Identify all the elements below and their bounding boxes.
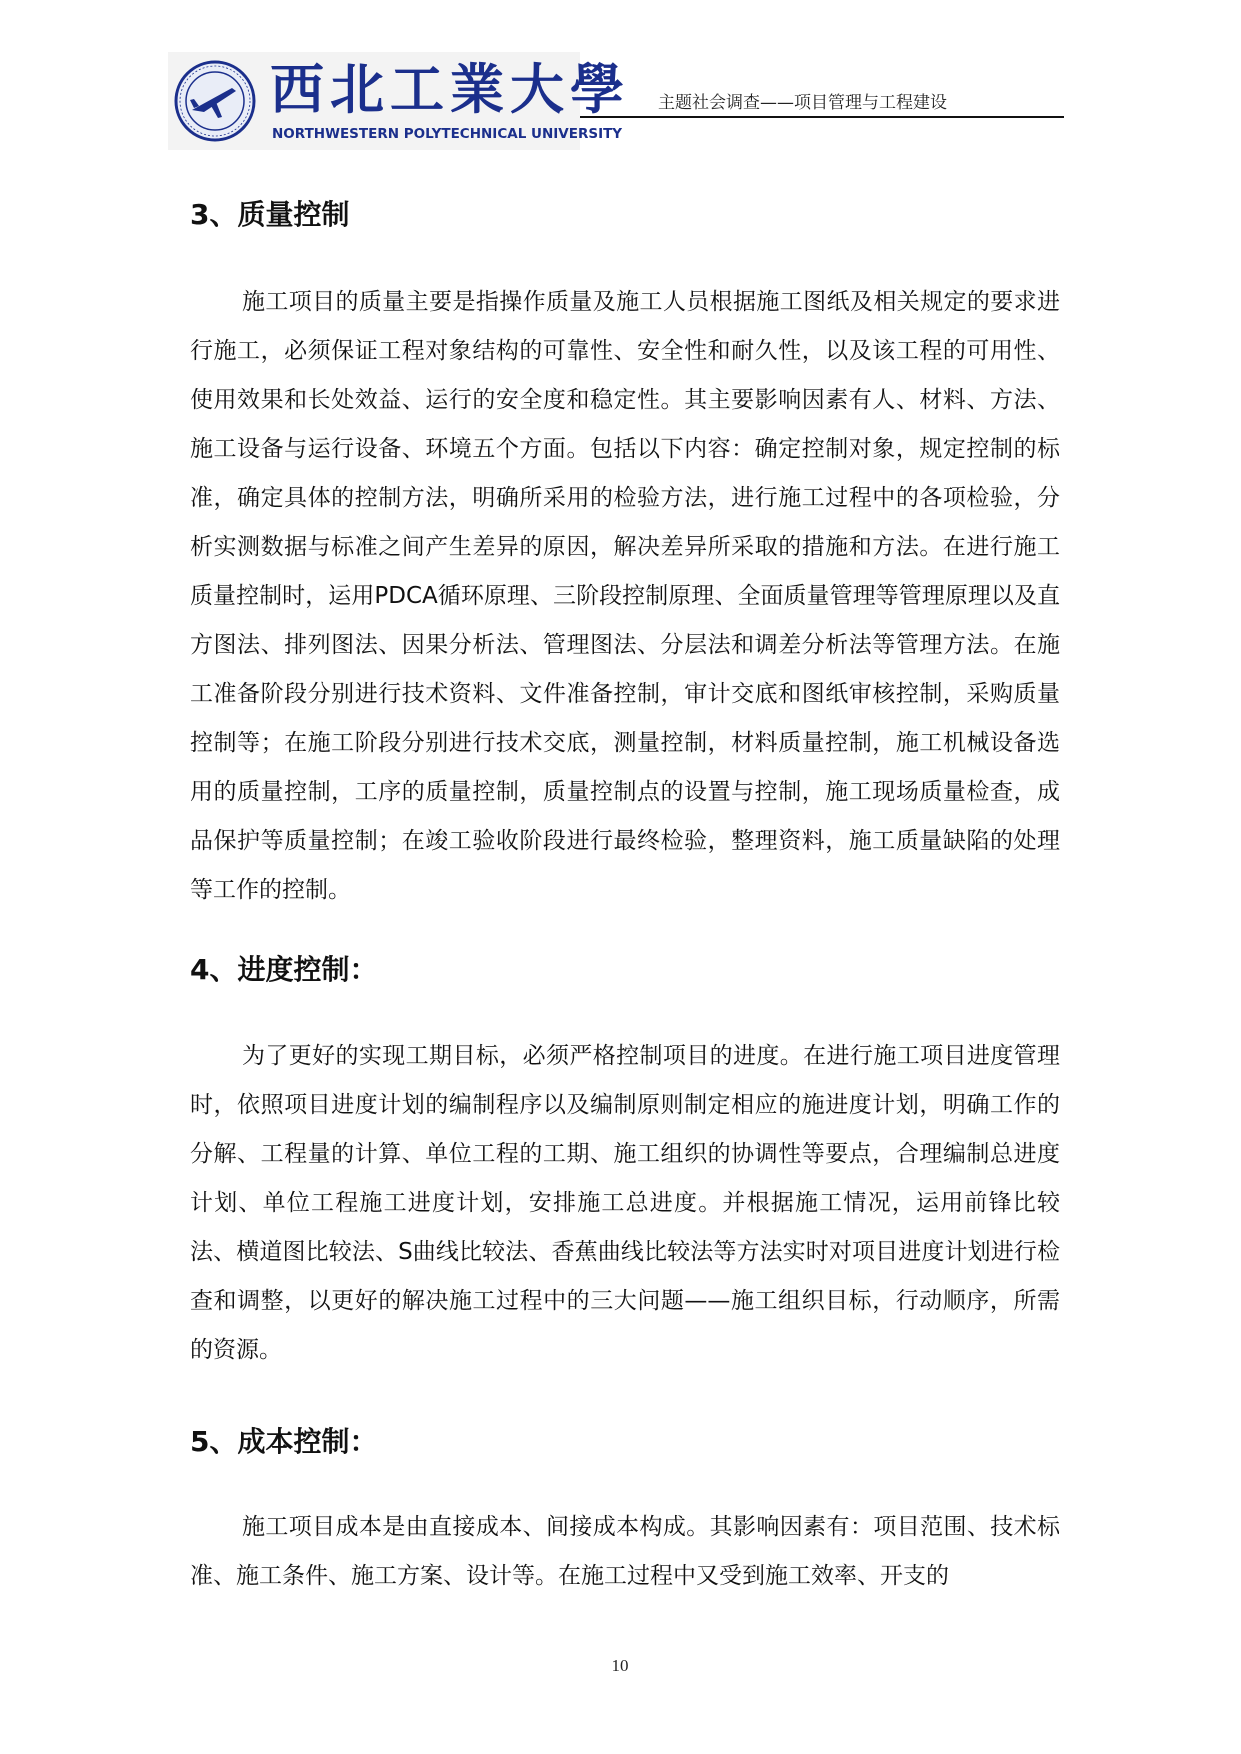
section-paragraph-schedule: 为了更好的实现工期目标，必须严格控制项目的进度。在进行施工项目进度管理时，依照项目进度计划的编制程序以及编制原则制定相应的施进度计划，明确工作的分解、工程量的计算、单位工程的工期、施工组织的协调性等要点，合理编制总进度计划、单位工程施工进度计划，安排施工总进度。并根据施工情况，运用前锋比较法、横道图比较法、S曲线比较法、香蕉曲线比较法等方法实时对项目进度计划进行检查和调整，以更好的解决施工过程中的三大问题——施工组织目标，行动顺序，所需的资源。 — [190, 1043, 1060, 1363]
university-seal-icon — [174, 60, 256, 142]
university-name-chinese: 西北工業大學 — [270, 57, 630, 121]
section-heading-schedule: 4、进度控制： — [190, 953, 378, 986]
section-heading-quality: 3、质量控制 — [190, 198, 350, 231]
section-heading-cost: 5、成本控制： — [190, 1425, 378, 1458]
page-number: 10 — [611, 1656, 629, 1675]
university-name-english: NORTHWESTERN POLYTECHNICAL UNIVERSITY — [272, 126, 623, 142]
header-divider — [580, 116, 1064, 118]
section-paragraph-quality: 施工项目的质量主要是指操作质量及施工人员根据施工图纸及相关规定的要求进行施工，必须保证工程对象结构的可靠性、安全性和耐久性，以及该工程的可用性、使用效果和长处效益、运行的安全度和稳定性。其主要影响因素有人、材料、方法、施工设备与运行设备、环境五个方面。包括以下内容：确定控制对象，规定控制的标准，确定具体的控制方法，明确所采用的检验方法，进行施工过程中的各项检验，分析实测数据与标准之间产生差异的原因，解决差异所采取的措施和方法。在进行施工质量控制时，运用PDCA循环原理、三阶段控制原理、全面质量管理等管理原理以及直方图法、排列图法、因果分析法、管理图法、分层法和调差分析法等管理方法。在施工准备阶段分别进行技术资料、文件准备控制，审计交底和图纸审核控制，采购质量控制等；在施工阶段分别进行技术交底，测量控制，材料质量控制，施工机械设备选用的质量控制，工序的质量控制，质量控制点的设置与控制，施工现场质量检查，成品保护等质量控制；在竣工验收阶段进行最终检验，整理资料，施工质量缺陷的处理等工作的控制。 — [190, 289, 1060, 903]
university-logo — [168, 52, 630, 150]
running-header-title: 主题社会调查——项目管理与工程建设 — [658, 93, 947, 113]
section-paragraph-cost: 施工项目成本是由直接成本、间接成本构成。其影响因素有：项目范围、技术标准、施工条件、施工方案、设计等。在施工过程中又受到施工效率、开支的 — [190, 1514, 1060, 1589]
